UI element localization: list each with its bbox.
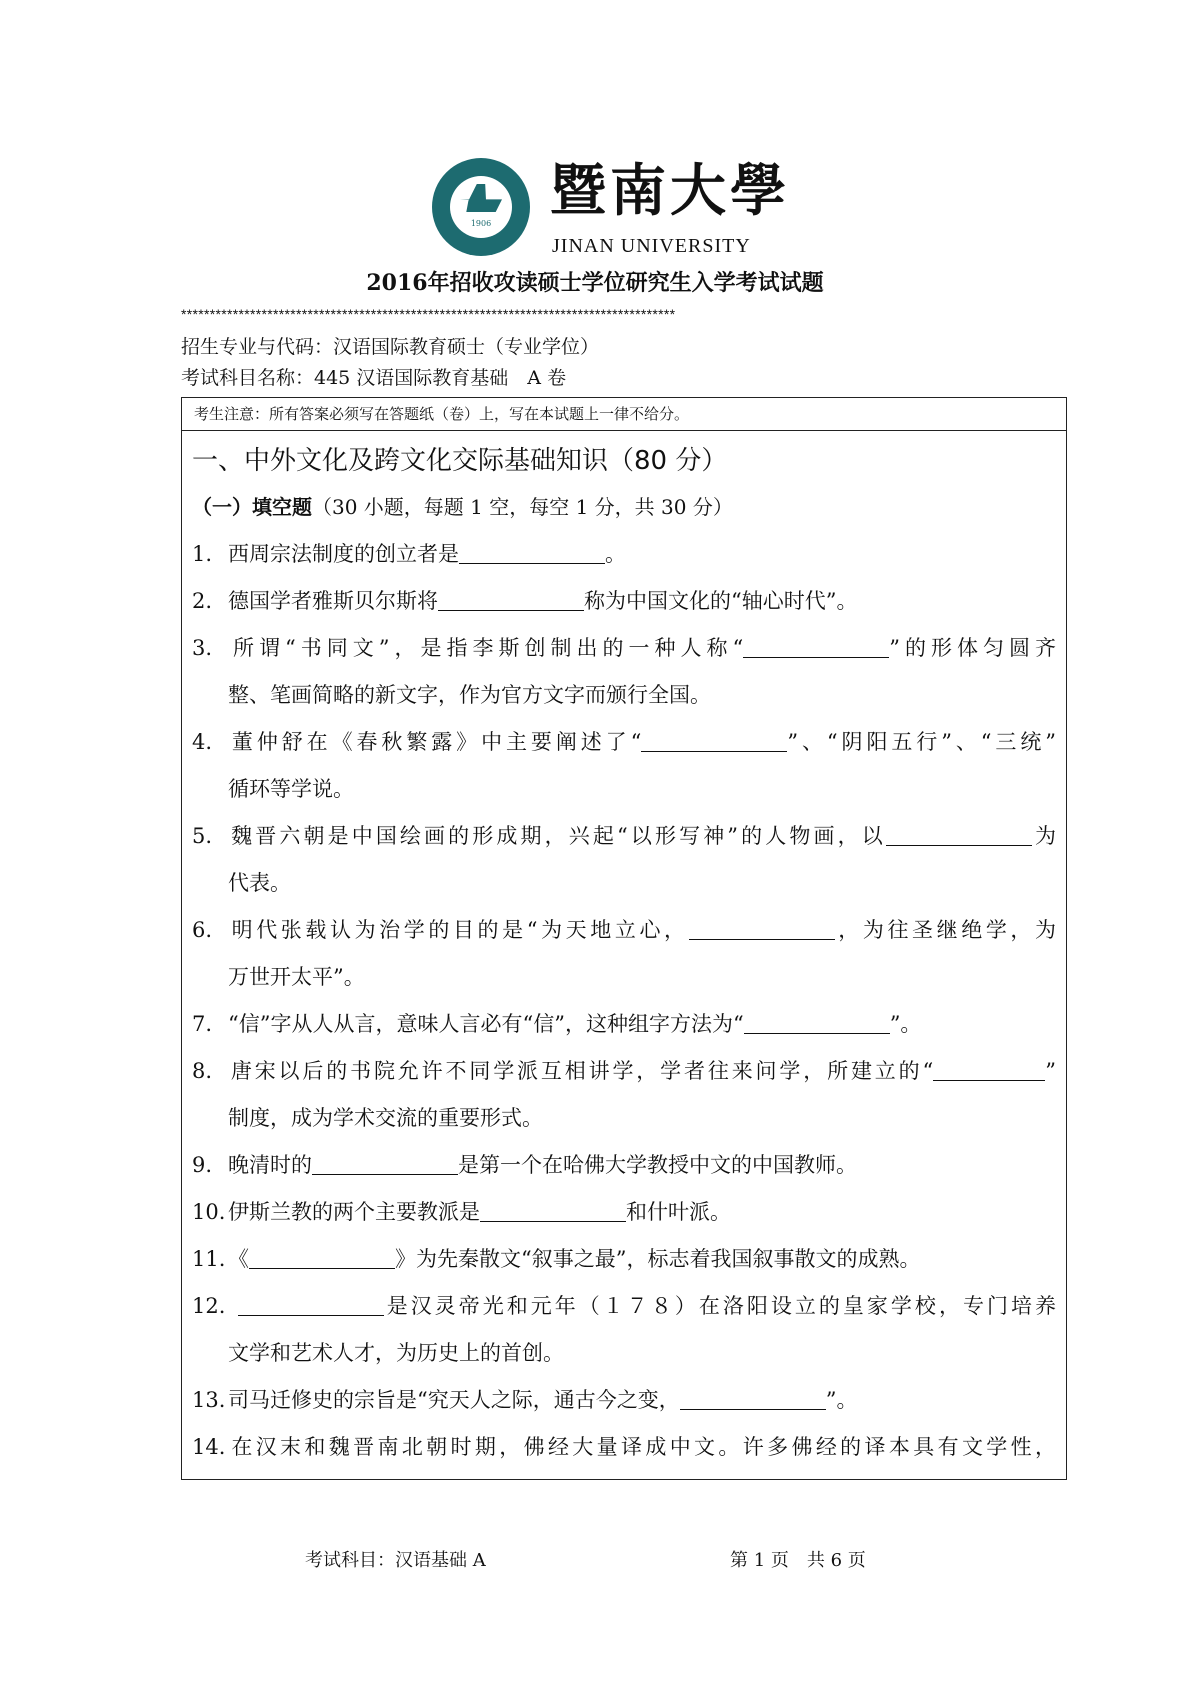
university-logo	[432, 158, 792, 262]
question-text: 称为中国文化的“轴心时代”。	[584, 589, 858, 613]
question-text: 万世开太平”。	[228, 965, 365, 989]
question-number: 8.	[192, 1059, 213, 1083]
question-text: 制度，成为学术交流的重要形式。	[228, 1106, 543, 1130]
question-text: 是第一个在哈佛大学教授中文的中国教师。	[458, 1153, 857, 1177]
question-item	[192, 1001, 1056, 1048]
major-info: 招生专业与代码：汉语国际教育硕士（专业学位）	[181, 336, 600, 358]
question-text	[228, 1294, 238, 1318]
question-text: 魏晋六朝是中国绘画的形成期，兴起“以形写神”的人物画，以	[228, 824, 886, 848]
question-text: ”	[1045, 1059, 1056, 1083]
logo-chinese-name: 暨南大學	[550, 158, 790, 224]
question-text: 和什叶派。	[626, 1200, 731, 1224]
question-text: 德国学者雅斯贝尔斯将	[228, 589, 438, 613]
answer-blank	[312, 1152, 458, 1175]
question-text: ”。	[825, 1388, 858, 1412]
question-text: ”。	[889, 1012, 922, 1036]
question-item	[192, 1424, 1056, 1471]
question-item	[192, 578, 1056, 625]
question-item	[192, 1142, 1056, 1189]
question-line	[192, 578, 1056, 625]
question-text: 代表。	[228, 871, 291, 895]
question-item	[192, 1377, 1056, 1424]
question-text: 唐宋以后的书院允许不同学派互相讲学，学者往来问学，所建立的“	[228, 1059, 934, 1083]
question-item	[192, 1283, 1056, 1377]
question-line	[192, 1283, 1056, 1330]
question-item	[192, 1189, 1056, 1236]
question-text: 伊斯兰教的两个主要教派是	[228, 1200, 480, 1224]
question-item	[192, 531, 1056, 578]
answer-blank	[743, 635, 889, 658]
question-text: 明代张载认为治学的目的是“为天地立心，	[228, 918, 689, 942]
question-item	[192, 719, 1056, 813]
question-line	[192, 766, 1056, 813]
answer-blank	[249, 1246, 395, 1269]
question-item	[192, 813, 1056, 907]
question-text: 司马迁修史的宗旨是“究天人之际，通古今之变，	[228, 1388, 680, 1412]
question-text: 是汉灵帝光和元年（１７８）在洛阳设立的皇家学校，专门培养	[383, 1294, 1056, 1318]
question-text: 。	[605, 542, 626, 566]
question-number: 12.	[192, 1294, 226, 1318]
answer-blank	[680, 1387, 826, 1410]
question-text: 《	[228, 1247, 249, 1271]
question-line	[192, 1001, 1056, 1048]
university-seal-icon: 1906	[432, 158, 530, 256]
question-number: 7.	[192, 1012, 213, 1036]
question-number: 13.	[192, 1388, 226, 1412]
question-line	[192, 1377, 1056, 1424]
subsection-heading: （一）填空题（30 小题，每题 1 空，每空 1 分，共 30 分）	[192, 495, 733, 519]
question-text: ”的形体匀圆齐	[889, 636, 1056, 660]
logo-english-name: JINAN UNIVERSITY	[552, 235, 751, 257]
question-line	[192, 625, 1056, 672]
answer-blank	[238, 1293, 384, 1316]
question-item	[192, 1048, 1056, 1142]
question-text: 为	[1031, 824, 1056, 848]
subject-info: 考试科目名称：445 汉语国际教育基础 A 卷	[181, 367, 567, 389]
question-text: “信”字从人从言，意味人言必有“信”，这种组字方法为“	[228, 1012, 744, 1036]
question-line	[192, 954, 1056, 1001]
exam-title: 2016年招收攻读硕士学位研究生入学考试试题	[366, 270, 824, 296]
question-number: 2.	[192, 589, 213, 613]
question-text: 董仲舒在《春秋繁露》中主要阐述了“	[228, 730, 642, 754]
question-number: 5.	[192, 824, 213, 848]
answer-blank	[886, 823, 1032, 846]
footer-subject: 考试科目：汉语基础 A	[305, 1550, 486, 1571]
question-line	[192, 1330, 1056, 1377]
question-line	[192, 860, 1056, 907]
answer-blank	[459, 541, 605, 564]
answer-blank	[933, 1058, 1045, 1081]
exam-content-box	[181, 397, 1067, 1480]
question-text: 在汉末和魏晋南北朝时期，佛经大量译成中文。许多佛经的译本具有文学性，	[228, 1435, 1056, 1459]
question-number: 10.	[192, 1200, 226, 1224]
question-text: 文学和艺术人才，为历史上的首创。	[228, 1341, 564, 1365]
question-line	[192, 907, 1056, 954]
answer-blank	[689, 917, 835, 940]
footer-page-number: 第 1 页 共 6 页	[730, 1550, 866, 1571]
question-line	[192, 813, 1056, 860]
question-list	[192, 531, 1056, 1471]
question-text: 整、笔画简略的新文字，作为官方文字而颁行全国。	[228, 683, 711, 707]
question-number: 11.	[192, 1247, 226, 1271]
question-item	[192, 1236, 1056, 1283]
question-line	[192, 1095, 1056, 1142]
question-text: 西周宗法制度的创立者是	[228, 542, 459, 566]
question-text: 所谓“书同文”，是指李斯创制出的一种人称“	[228, 636, 744, 660]
answer-blank	[744, 1011, 890, 1034]
question-line	[192, 1236, 1056, 1283]
question-line	[192, 672, 1056, 719]
question-text: 晚清时的	[228, 1153, 312, 1177]
question-item	[192, 907, 1056, 1001]
divider-stars: **************************************************************************************	[181, 306, 676, 322]
answer-blank	[641, 729, 787, 752]
question-item	[192, 625, 1056, 719]
answer-blank	[438, 588, 584, 611]
question-number: 3.	[192, 636, 213, 660]
question-number: 14.	[192, 1435, 226, 1459]
question-line	[192, 531, 1056, 578]
question-line	[192, 1424, 1056, 1471]
section-heading: 一、中外文化及跨文化交际基础知识（80 分）	[192, 446, 728, 476]
question-text: 》为先秦散文“叙事之最”，标志着我国叙事散文的成熟。	[395, 1247, 921, 1271]
question-line	[192, 1189, 1056, 1236]
question-line	[192, 719, 1056, 766]
question-text: ，为往圣继绝学，为	[834, 918, 1057, 942]
question-number: 4.	[192, 730, 213, 754]
question-text: 循环等学说。	[228, 777, 354, 801]
question-number: 6.	[192, 918, 213, 942]
question-line	[192, 1142, 1056, 1189]
question-number: 1.	[192, 542, 213, 566]
question-line	[192, 1048, 1056, 1095]
question-text: ”、“阴阳五行”、“三统”	[787, 730, 1057, 754]
question-number: 9.	[192, 1153, 213, 1177]
exam-notice: 考生注意：所有答案必须写在答题纸（卷）上，写在本试题上一律不给分。	[182, 398, 1066, 431]
answer-blank	[480, 1199, 626, 1222]
